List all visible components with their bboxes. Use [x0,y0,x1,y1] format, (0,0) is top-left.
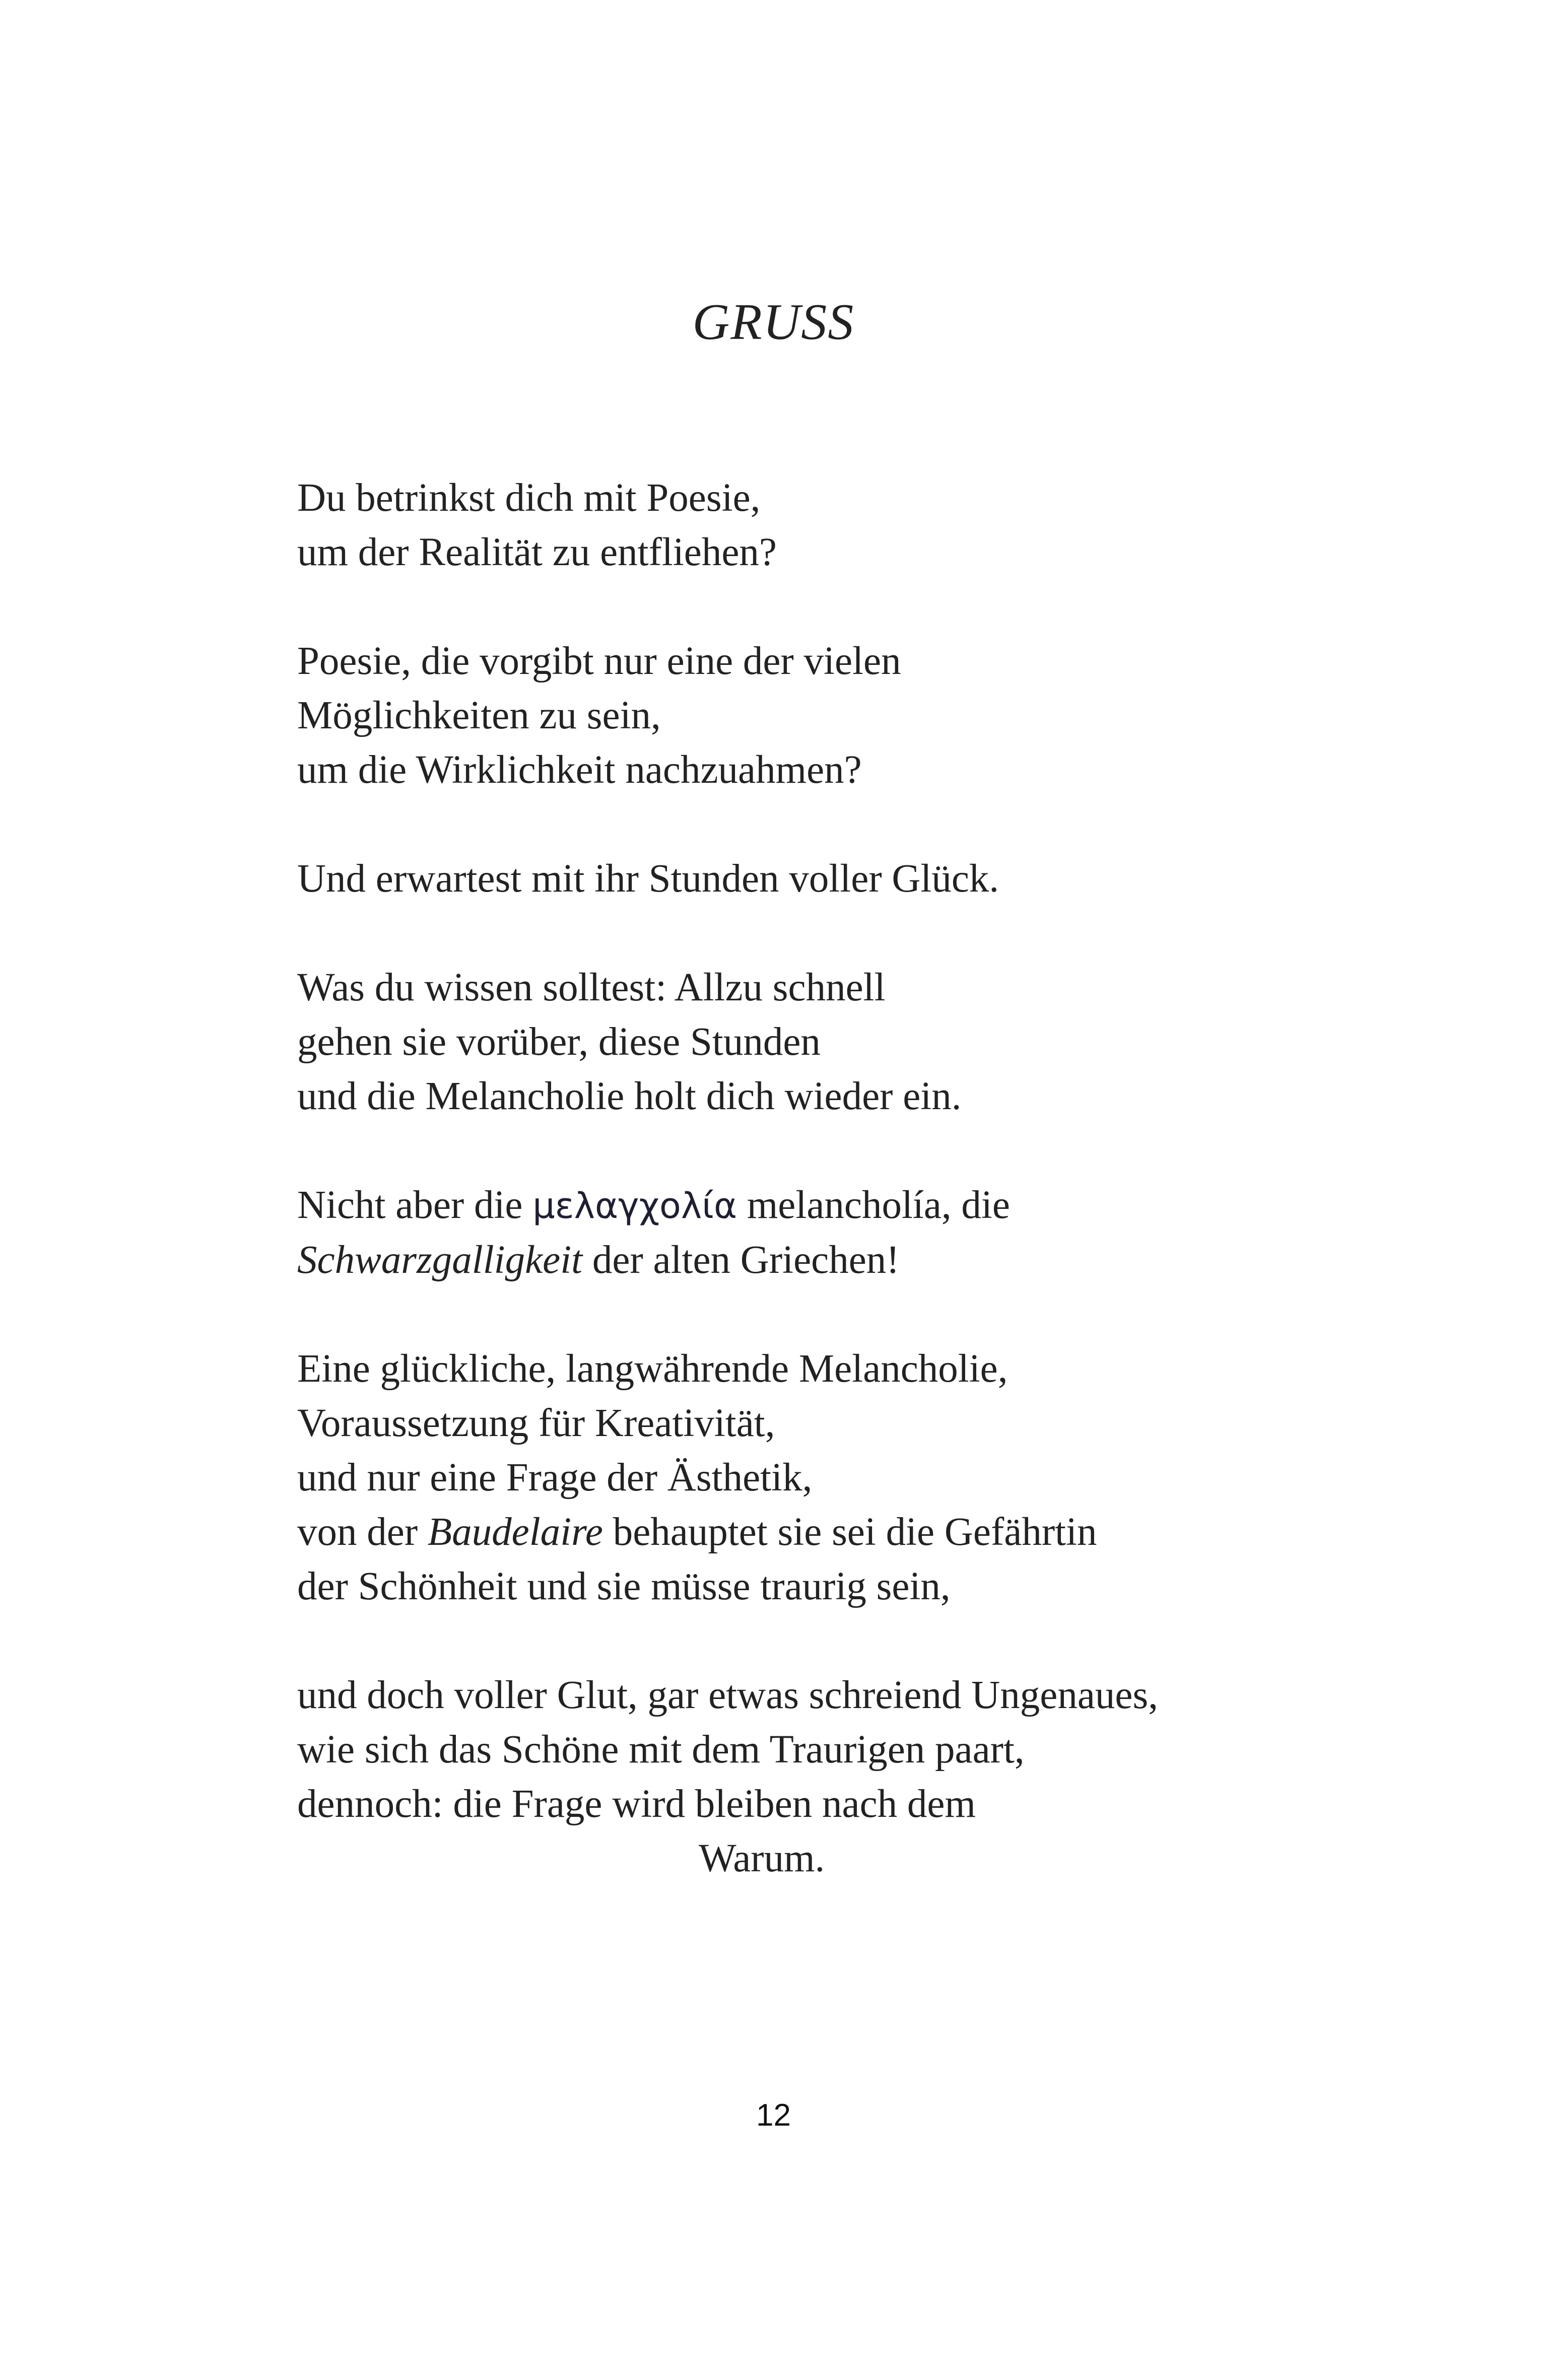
poem-line: Eine glückliche, langwährende Melancholie, [297,1347,1008,1391]
poem-line [297,1233,1305,1287]
line-text: melancholía, die [737,1183,1010,1227]
poem-line: Poesie, die vorgibt nur eine der vielen [297,639,901,683]
poem-title: GRUSS [692,294,855,351]
poem-line: und nur eine Frage der Ästhetik, [297,1456,813,1500]
poem-line: Was du wissen solltest: Allzu schnell [297,966,886,1009]
poem-line: wie sich das Schöne mit dem Traurigen paart, [297,1728,1025,1772]
poem-line: gehen sie vorüber, diese Stunden [297,1020,821,1064]
poem-line [297,1505,1305,1559]
poem-line: Du betrinkst dich mit Poesie, [297,476,761,520]
poem-line: dennoch: die Frage wird bleiben nach dem [297,1782,976,1826]
poem-line: um die Wirklichkeit nachzuahmen? [297,748,862,792]
italic-term: Schwarzgalligkeit [297,1238,583,1282]
stanza-4 [297,961,1305,1124]
page-number: 12 [756,2098,791,2133]
line-text: behauptet sie sei die Gefährtin [602,1510,1097,1554]
poem-line: der Schönheit und sie müsse traurig sein, [297,1565,951,1608]
line-text: von der [297,1510,428,1554]
stanza-7 [297,1668,1305,1886]
stanza-3 [297,852,1305,906]
italic-name: Baudelaire [427,1510,603,1554]
poem-line: Voraussetzung für Kreativität, [297,1401,775,1445]
stanza-6 [297,1342,1305,1614]
poem-line [297,1178,1305,1233]
stanza-5 [297,1178,1305,1287]
line-text: Nicht aber die [297,1183,533,1227]
poem-line: Und erwartest mit ihr Stunden voller Glück. [297,857,999,901]
stanza-1 [297,471,1305,580]
poem-line: um der Realität zu entfliehen? [297,530,777,574]
poem-line: und doch voller Glut, gar etwas schreiend Ungenaues, [297,1673,1158,1717]
line-text: der alten Griechen! [582,1238,900,1282]
poem-line: Möglichkeiten zu sein, [297,694,661,737]
poem-body [297,471,1305,1940]
poem-final-word: Warum. [699,1837,825,1880]
stanza-2 [297,634,1305,797]
poem-line: und die Melancholie holt dich wieder ein. [297,1074,962,1118]
greek-word: μελαγχολία [532,1185,737,1227]
